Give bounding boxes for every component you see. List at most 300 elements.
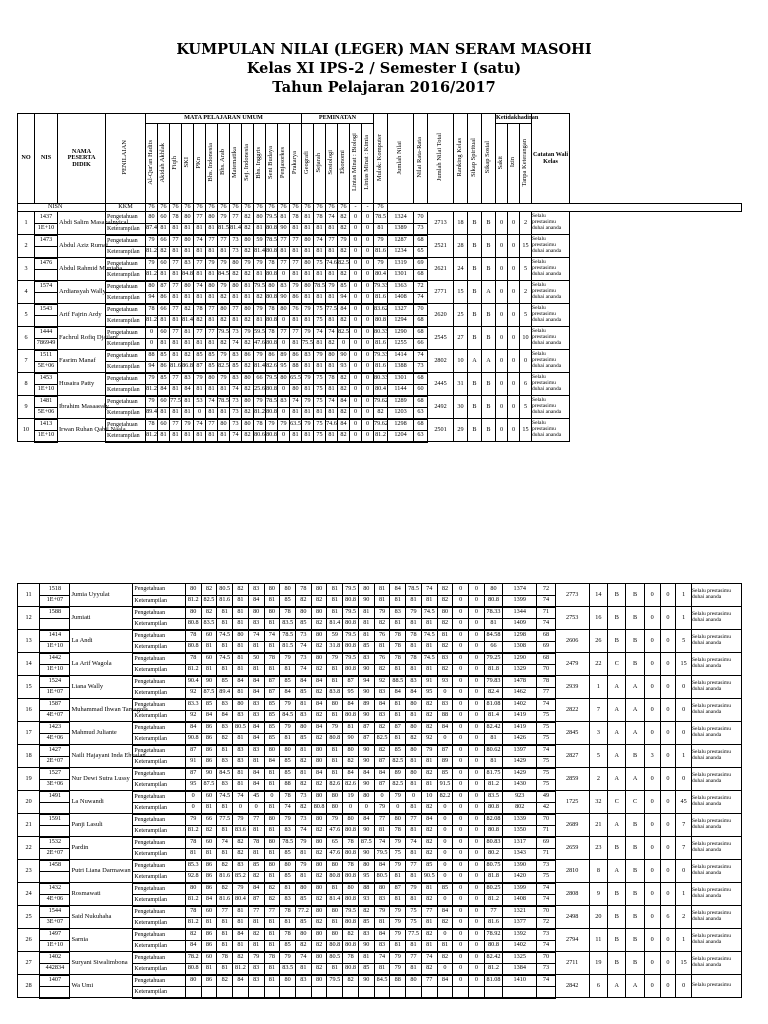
ranking: 20 bbox=[589, 906, 607, 929]
student-row bbox=[18, 883, 742, 895]
label-keterampilan: Keterampilan bbox=[106, 292, 146, 304]
sikap-sosial: A bbox=[626, 676, 644, 699]
grade-pengetahuan: 80 bbox=[327, 860, 343, 872]
grade-keterampilan: 81.4 bbox=[254, 246, 266, 258]
student-row-keterampilan bbox=[18, 361, 742, 373]
grade-keterampilan: 81.6 bbox=[374, 338, 388, 350]
grade-pengetahuan: 84 bbox=[185, 722, 201, 734]
grade-pengetahuan: 79 bbox=[296, 860, 312, 872]
grade-keterampilan: 80.8 bbox=[266, 384, 278, 396]
grade-keterampilan: 81 bbox=[182, 246, 194, 258]
grade-pengetahuan: 77 bbox=[421, 975, 437, 987]
jumlah-keterampilan: 1234 bbox=[388, 246, 414, 258]
grade-keterampilan: 81 bbox=[158, 315, 170, 327]
student-nis: 1497 bbox=[40, 929, 70, 941]
student-name: Muhammad Ihwan Tamagola bbox=[70, 699, 133, 722]
grade-keterampilan: 0 bbox=[469, 848, 485, 860]
jumlah-keterampilan: 1343 bbox=[503, 848, 537, 860]
grade-keterampilan: 80.4 bbox=[233, 894, 249, 906]
student-no: 7 bbox=[18, 350, 35, 373]
student-nisn bbox=[40, 871, 70, 883]
grade-keterampilan: 81 bbox=[254, 223, 266, 235]
grade-keterampilan: 0 bbox=[233, 802, 249, 814]
izin-count: 0 bbox=[660, 929, 676, 952]
grade-pengetahuan: 81 bbox=[182, 327, 194, 339]
grade-pengetahuan: 81 bbox=[296, 768, 312, 780]
grade-keterampilan: 83 bbox=[374, 687, 390, 699]
ranking: 23 bbox=[589, 837, 607, 860]
grade-keterampilan: 83 bbox=[280, 825, 296, 837]
grade-keterampilan: 82 bbox=[338, 246, 350, 258]
grade-keterampilan: 81 bbox=[406, 825, 422, 837]
grade-keterampilan: 81 bbox=[233, 687, 249, 699]
grade-pengetahuan: 75 bbox=[314, 258, 326, 270]
grade-keterampilan: 73 bbox=[230, 407, 242, 419]
sakit-count: 0 bbox=[496, 327, 508, 350]
grade-pengetahuan: 79.5 bbox=[254, 281, 266, 293]
student-name: Liana Wally bbox=[70, 676, 133, 699]
grade-pengetahuan: 53 bbox=[194, 396, 206, 408]
catatan-wali-kelas: Selalu prestasimu duhai ananda bbox=[692, 929, 742, 952]
student-nisn: 1E+07 bbox=[40, 687, 70, 699]
grade-pengetahuan: 77 bbox=[248, 814, 264, 826]
jumlah-pengetahuan: 1327 bbox=[388, 304, 414, 316]
grade-pengetahuan: 82 bbox=[248, 929, 264, 941]
grade-keterampilan: 80.8 bbox=[343, 825, 359, 837]
grade-keterampilan bbox=[437, 986, 453, 998]
tanpa-keterangan-count: 0 bbox=[676, 768, 692, 791]
tanpa-keterangan-count: 15 bbox=[520, 235, 532, 258]
grade-keterampilan: 81 bbox=[326, 407, 338, 419]
jumlah-pengetahuan: 1363 bbox=[388, 281, 414, 293]
catatan-wali-kelas: Selalu prestasimu duhai ananda bbox=[532, 235, 570, 258]
grade-pengetahuan: 82 bbox=[217, 883, 233, 895]
grade-keterampilan: 0 bbox=[453, 595, 469, 607]
jumlah-keterampilan: 1429 bbox=[503, 756, 537, 768]
label-pengetahuan: Pengetahuan bbox=[133, 607, 185, 619]
grade-keterampilan: 83 bbox=[280, 894, 296, 906]
grade-keterampilan: 82 bbox=[311, 595, 327, 607]
grade-keterampilan: 81 bbox=[206, 430, 218, 442]
student-nis: 1591 bbox=[40, 814, 70, 826]
catatan-wali-kelas: Selalu prestasimu duhai ananda bbox=[532, 212, 570, 235]
grade-pengetahuan: 80 bbox=[326, 350, 338, 362]
grade-pengetahuan: 88 bbox=[358, 883, 374, 895]
grade-keterampilan: 0 bbox=[437, 733, 453, 745]
grade-keterampilan: 81.2 bbox=[185, 664, 201, 676]
sikap-sosial: B bbox=[626, 929, 644, 952]
grade-keterampilan: 73 bbox=[230, 246, 242, 258]
sakit-count: 3 bbox=[644, 745, 660, 768]
jumlah-keterampilan: 1399 bbox=[503, 595, 537, 607]
grade-pengetahuan: 82 bbox=[242, 212, 254, 224]
grade-keterampilan: 0 bbox=[362, 246, 374, 258]
catatan-wali-kelas: Selalu prestasimu duhai ananda bbox=[532, 396, 570, 419]
student-no: 2 bbox=[18, 235, 35, 258]
grade-keterampilan: 82 bbox=[296, 940, 312, 952]
grade-keterampilan: 81 bbox=[302, 384, 314, 396]
grade-keterampilan bbox=[421, 986, 437, 998]
grade-keterampilan: 84 bbox=[390, 687, 406, 699]
catatan-wali-kelas: Selalu prestasimu duhai ananda bbox=[692, 699, 742, 722]
grade-pengetahuan: 79.5 bbox=[327, 975, 343, 987]
student-no: 10 bbox=[18, 419, 35, 442]
grade-pengetahuan: 80 bbox=[296, 883, 312, 895]
tanpa-keterangan-count: 1 bbox=[676, 584, 692, 607]
grade-keterampilan: 82.5 bbox=[390, 756, 406, 768]
student-nisn bbox=[35, 292, 58, 304]
grade-keterampilan: 82 bbox=[338, 384, 350, 396]
grade-keterampilan: 81 bbox=[170, 430, 182, 442]
grade-keterampilan: 82 bbox=[311, 618, 327, 630]
student-no: 12 bbox=[18, 607, 40, 630]
label-pengetahuan: Pengetahuan bbox=[133, 791, 185, 803]
grade-pengetahuan: 82 bbox=[338, 212, 350, 224]
grade-keterampilan: 81.2 bbox=[484, 963, 502, 975]
grade-keterampilan bbox=[453, 986, 469, 998]
grade-keterampilan: 81 bbox=[390, 733, 406, 745]
grade-keterampilan: 82 bbox=[242, 223, 254, 235]
sikap-sosial: B bbox=[626, 653, 644, 676]
grade-keterampilan: 82 bbox=[437, 917, 453, 929]
jumlah-keterampilan: 1402 bbox=[503, 940, 537, 952]
header-mulok: Mulok: Komputer bbox=[374, 114, 388, 204]
grade-keterampilan: 85 bbox=[296, 687, 312, 699]
grade-pengetahuan: 83 bbox=[390, 607, 406, 619]
grade-pengetahuan: 0 bbox=[469, 584, 485, 596]
grade-pengetahuan: 74 bbox=[421, 952, 437, 964]
grade-pengetahuan: 80 bbox=[264, 584, 280, 596]
grade-keterampilan: 81.4 bbox=[327, 894, 343, 906]
jumlah-keterampilan: 1419 bbox=[503, 710, 537, 722]
student-row bbox=[18, 745, 742, 757]
grade-keterampilan: 81 bbox=[390, 664, 406, 676]
grade-keterampilan: 81.5 bbox=[218, 223, 230, 235]
grade-pengetahuan: 79 bbox=[406, 607, 422, 619]
grade-pengetahuan: 80 bbox=[296, 607, 312, 619]
sikap-spiritual: B bbox=[468, 304, 482, 327]
student-no: 25 bbox=[18, 906, 40, 929]
sikap-sosial: A bbox=[482, 350, 496, 373]
grade-keterampilan: 81 bbox=[194, 384, 206, 396]
rata-pengetahuan: 70 bbox=[537, 906, 555, 918]
rata-pengetahuan: 69 bbox=[414, 258, 428, 270]
label-keterampilan: Keterampilan bbox=[106, 384, 146, 396]
jumlah-total: 2822 bbox=[555, 699, 589, 722]
jumlah-pengetahuan: 1301 bbox=[388, 373, 414, 385]
sikap-sosial: B bbox=[482, 235, 496, 258]
grade-keterampilan: 81 bbox=[217, 848, 233, 860]
title-line-3: Tahun Pelajaran 2016/2017 bbox=[272, 79, 496, 96]
ranking: 27 bbox=[454, 327, 468, 350]
grade-keterampilan: 81 bbox=[194, 269, 206, 281]
grade-pengetahuan: 89 bbox=[358, 699, 374, 711]
grade-keterampilan: 82 bbox=[338, 315, 350, 327]
grade-keterampilan: 81 bbox=[390, 894, 406, 906]
grade-pengetahuan: 78 bbox=[406, 653, 422, 665]
header-penilaian: PENILAIAN bbox=[106, 114, 146, 204]
grade-pengetahuan: 78 bbox=[280, 791, 296, 803]
student-nisn bbox=[40, 618, 70, 630]
rata-pengetahuan: 68 bbox=[414, 373, 428, 385]
grade-keterampilan: 83.6 bbox=[233, 825, 249, 837]
grade-pengetahuan: 60 bbox=[201, 952, 217, 964]
grade-keterampilan: 81 bbox=[201, 848, 217, 860]
grade-keterampilan: 81 bbox=[374, 963, 390, 975]
grade-keterampilan: 0 bbox=[469, 917, 485, 929]
label-pengetahuan: Pengetahuan bbox=[106, 350, 146, 362]
grade-keterampilan: 81 bbox=[218, 407, 230, 419]
grade-pengetahuan: 0 bbox=[469, 906, 485, 918]
izin-count: 0 bbox=[508, 327, 520, 350]
grade-pengetahuan: 74.6 bbox=[326, 258, 338, 270]
rata-pengetahuan: 74 bbox=[537, 883, 555, 895]
subject-header: Bhs. Inggris bbox=[254, 124, 266, 204]
grade-keterampilan: 0 bbox=[453, 963, 469, 975]
header-no: NO bbox=[18, 114, 35, 204]
grade-keterampilan: 81 bbox=[170, 315, 182, 327]
grade-keterampilan: 81 bbox=[314, 223, 326, 235]
grade-pengetahuan: 78 bbox=[343, 860, 359, 872]
kkm-value: 76 bbox=[182, 204, 194, 212]
grade-keterampilan: 75 bbox=[390, 848, 406, 860]
tanpa-keterangan-count: 5 bbox=[520, 258, 532, 281]
grade-keterampilan: 81 bbox=[158, 430, 170, 442]
grade-keterampilan: 81 bbox=[158, 269, 170, 281]
grade-keterampilan: 81 bbox=[194, 292, 206, 304]
grade-pengetahuan: 82 bbox=[217, 975, 233, 987]
kkm-value: 76 bbox=[374, 204, 388, 212]
student-row-keterampilan bbox=[18, 338, 742, 350]
subject-header: Sosiologi bbox=[326, 124, 338, 204]
student-name: Wa Umi bbox=[70, 975, 133, 998]
grade-keterampilan: 81 bbox=[206, 315, 218, 327]
grade-pengetahuan: 83 bbox=[437, 699, 453, 711]
grade-keterampilan: 81 bbox=[406, 894, 422, 906]
student-name: Husaira Patty bbox=[58, 373, 106, 396]
grade-pengetahuan: 87 bbox=[437, 745, 453, 757]
grade-pengetahuan: 0 bbox=[453, 791, 469, 803]
grade-keterampilan: 0 bbox=[350, 384, 362, 396]
grade-pengetahuan: 79.5 bbox=[218, 327, 230, 339]
grade-keterampilan: 81 bbox=[170, 384, 182, 396]
grade-keterampilan: 81 bbox=[484, 618, 502, 630]
grade-pengetahuan: 84 bbox=[358, 768, 374, 780]
grade-pengetahuan: 75 bbox=[314, 304, 326, 316]
grade-keterampilan: 0 bbox=[278, 407, 290, 419]
student-name: La Arif Wagola bbox=[70, 653, 133, 676]
label-keterampilan: Keterampilan bbox=[106, 269, 146, 281]
rata-pengetahuan: 72 bbox=[414, 281, 428, 293]
grade-pengetahuan: 78 bbox=[406, 630, 422, 642]
grade-pengetahuan: 81 bbox=[327, 607, 343, 619]
grade-keterampilan bbox=[343, 986, 359, 998]
grade-keterampilan: 75.5 bbox=[302, 338, 314, 350]
grade-pengetahuan: 80 bbox=[242, 304, 254, 316]
grade-keterampilan: 80.8 bbox=[343, 871, 359, 883]
tanpa-keterangan-count: 1 bbox=[676, 929, 692, 952]
grade-pengetahuan: 77 bbox=[326, 235, 338, 247]
sikap-sosial: B bbox=[626, 883, 644, 906]
izin-count: 0 bbox=[660, 837, 676, 860]
grade-pengetahuan: 88 bbox=[146, 350, 158, 362]
grade-pengetahuan: 80 bbox=[254, 212, 266, 224]
jumlah-pengetahuan: 1419 bbox=[503, 722, 537, 734]
label-pengetahuan: Pengetahuan bbox=[106, 373, 146, 385]
grade-keterampilan: 81 bbox=[194, 430, 206, 442]
grade-keterampilan: 80.8 bbox=[266, 430, 278, 442]
sikap-sosial: A bbox=[626, 768, 644, 791]
grade-pengetahuan: 81 bbox=[182, 396, 194, 408]
grade-pengetahuan: 85 bbox=[217, 676, 233, 688]
grade-keterampilan: 81.2 bbox=[233, 963, 249, 975]
sikap-spiritual: B bbox=[468, 235, 482, 258]
grade-pengetahuan: 80 bbox=[343, 883, 359, 895]
grade-keterampilan: 81 bbox=[254, 315, 266, 327]
grade-pengetahuan: 0 bbox=[437, 837, 453, 849]
izin-count: 0 bbox=[660, 584, 676, 607]
grade-pengetahuan: 82.5 bbox=[338, 258, 350, 270]
grade-keterampilan: 82 bbox=[217, 733, 233, 745]
grade-keterampilan: 90.5 bbox=[421, 871, 437, 883]
student-nis: 1574 bbox=[35, 281, 58, 293]
grade-pengetahuan: 74 bbox=[194, 235, 206, 247]
grade-keterampilan: 79 bbox=[374, 802, 390, 814]
grade-keterampilan: 0 bbox=[469, 894, 485, 906]
grade-keterampilan: 81 bbox=[233, 917, 249, 929]
student-row bbox=[18, 607, 742, 619]
grade-pengetahuan: 79 bbox=[280, 814, 296, 826]
grade-pengetahuan: 0 bbox=[437, 929, 453, 941]
grade-keterampilan: 81 bbox=[326, 292, 338, 304]
header-sikap-spiritual: Sikap Spiritual bbox=[468, 114, 482, 204]
student-row-keterampilan bbox=[18, 246, 742, 258]
grade-pengetahuan: 83 bbox=[230, 373, 242, 385]
grade-pengetahuan: 83 bbox=[248, 699, 264, 711]
grade-keterampilan: 81.6 bbox=[374, 361, 388, 373]
grade-pengetahuan: 85 bbox=[264, 722, 280, 734]
sikap-sosial: B bbox=[626, 607, 644, 630]
grade-keterampilan: 75 bbox=[314, 430, 326, 442]
grade-keterampilan: 82 bbox=[311, 710, 327, 722]
jumlah-pengetahuan: 1319 bbox=[388, 258, 414, 270]
grade-pengetahuan: 73 bbox=[230, 235, 242, 247]
grade-pengetahuan: 0 bbox=[350, 327, 362, 339]
jumlah-keterampilan: 1204 bbox=[388, 430, 414, 442]
student-row bbox=[18, 906, 742, 918]
grade-keterampilan: 81 bbox=[248, 940, 264, 952]
grade-keterampilan: 82 bbox=[311, 940, 327, 952]
rata-keterampilan: 60 bbox=[414, 384, 428, 396]
grade-pengetahuan: 80 bbox=[264, 860, 280, 872]
sikap-spiritual: C bbox=[608, 791, 626, 814]
jumlah-keterampilan: 1377 bbox=[503, 917, 537, 929]
grade-pengetahuan: 77.2 bbox=[296, 906, 312, 918]
grade-keterampilan: 94 bbox=[338, 292, 350, 304]
grade-keterampilan: 0 bbox=[469, 618, 485, 630]
student-nis: 1527 bbox=[40, 768, 70, 780]
grade-keterampilan: 82.4 bbox=[484, 687, 502, 699]
label-keterampilan: Keterampilan bbox=[133, 618, 185, 630]
subject-header: Prakarya bbox=[290, 124, 302, 204]
grade-pengetahuan: 79 bbox=[302, 373, 314, 385]
jumlah-keterampilan: 1388 bbox=[388, 361, 414, 373]
grade-keterampilan: 81 bbox=[158, 223, 170, 235]
grade-pengetahuan: 82 bbox=[182, 350, 194, 362]
izin-count: 0 bbox=[660, 883, 676, 906]
grade-keterampilan: 85 bbox=[358, 963, 374, 975]
sikap-sosial: B bbox=[626, 837, 644, 860]
grade-pengetahuan: 81 bbox=[302, 212, 314, 224]
grade-keterampilan: 81.6 bbox=[217, 871, 233, 883]
student-name: Ardiansyah Wally bbox=[58, 281, 106, 304]
student-nis: 1458 bbox=[40, 860, 70, 872]
grade-keterampilan: 80 bbox=[311, 756, 327, 768]
grade-keterampilan: 83 bbox=[374, 710, 390, 722]
grade-keterampilan: 81 bbox=[302, 246, 314, 258]
student-nis: 1473 bbox=[35, 235, 58, 247]
grade-keterampilan: 81 bbox=[170, 246, 182, 258]
grade-pengetahuan: 79 bbox=[296, 837, 312, 849]
grade-keterampilan bbox=[406, 986, 422, 998]
grade-keterampilan: 81 bbox=[327, 664, 343, 676]
grade-keterampilan: 81.2 bbox=[185, 917, 201, 929]
grade-pengetahuan: 74 bbox=[314, 235, 326, 247]
jumlah-keterampilan: 1144 bbox=[388, 384, 414, 396]
jumlah-pengetahuan: 1298 bbox=[503, 630, 537, 642]
tanpa-keterangan-count: 7 bbox=[676, 814, 692, 837]
grade-pengetahuan: 80 bbox=[302, 258, 314, 270]
grade-pengetahuan: 83 bbox=[248, 745, 264, 757]
student-row bbox=[18, 975, 742, 987]
grade-keterampilan: 80.8 bbox=[266, 338, 278, 350]
grade-keterampilan: 87.5 bbox=[201, 779, 217, 791]
header-jumlah-total: Jumlah Nilai Total bbox=[428, 114, 454, 204]
grade-pengetahuan: 84 bbox=[296, 676, 312, 688]
sikap-sosial: B bbox=[626, 745, 644, 768]
sakit-count: 0 bbox=[644, 676, 660, 699]
grade-keterampilan: 0 bbox=[350, 315, 362, 327]
student-nis: 1453 bbox=[35, 373, 58, 385]
grade-keterampilan: 81.6 bbox=[374, 292, 388, 304]
grade-pengetahuan: 80 bbox=[278, 373, 290, 385]
sikap-spiritual: B bbox=[468, 419, 482, 442]
rata-keterampilan bbox=[537, 986, 555, 998]
grade-keterampilan: 81 bbox=[437, 940, 453, 952]
grade-pengetahuan: 73 bbox=[296, 630, 312, 642]
grade-keterampilan: 81 bbox=[194, 338, 206, 350]
grade-pengetahuan: 80 bbox=[358, 791, 374, 803]
catatan-wali-kelas: Selalu prestasimu duhai ananda bbox=[532, 258, 570, 281]
grade-keterampilan: 81 bbox=[217, 963, 233, 975]
grade-keterampilan: 81 bbox=[421, 917, 437, 929]
izin-count: 0 bbox=[660, 768, 676, 791]
grade-keterampilan: 87 bbox=[194, 361, 206, 373]
grade-keterampilan: 81 bbox=[314, 407, 326, 419]
grade-pengetahuan: 80.33 bbox=[374, 327, 388, 339]
student-no: 24 bbox=[18, 883, 40, 906]
grade-pengetahuan: 77 bbox=[406, 814, 422, 826]
grade-pengetahuan: 78 bbox=[314, 212, 326, 224]
grade-pengetahuan: 85 bbox=[248, 860, 264, 872]
grade-pengetahuan: 0 bbox=[469, 975, 485, 987]
grade-pengetahuan: 74 bbox=[421, 584, 437, 596]
grade-pengetahuan: 80 bbox=[296, 929, 312, 941]
grade-pengetahuan: 84 bbox=[343, 768, 359, 780]
sakit-count: 0 bbox=[496, 304, 508, 327]
grade-pengetahuan: 80 bbox=[206, 212, 218, 224]
student-row bbox=[18, 791, 742, 803]
